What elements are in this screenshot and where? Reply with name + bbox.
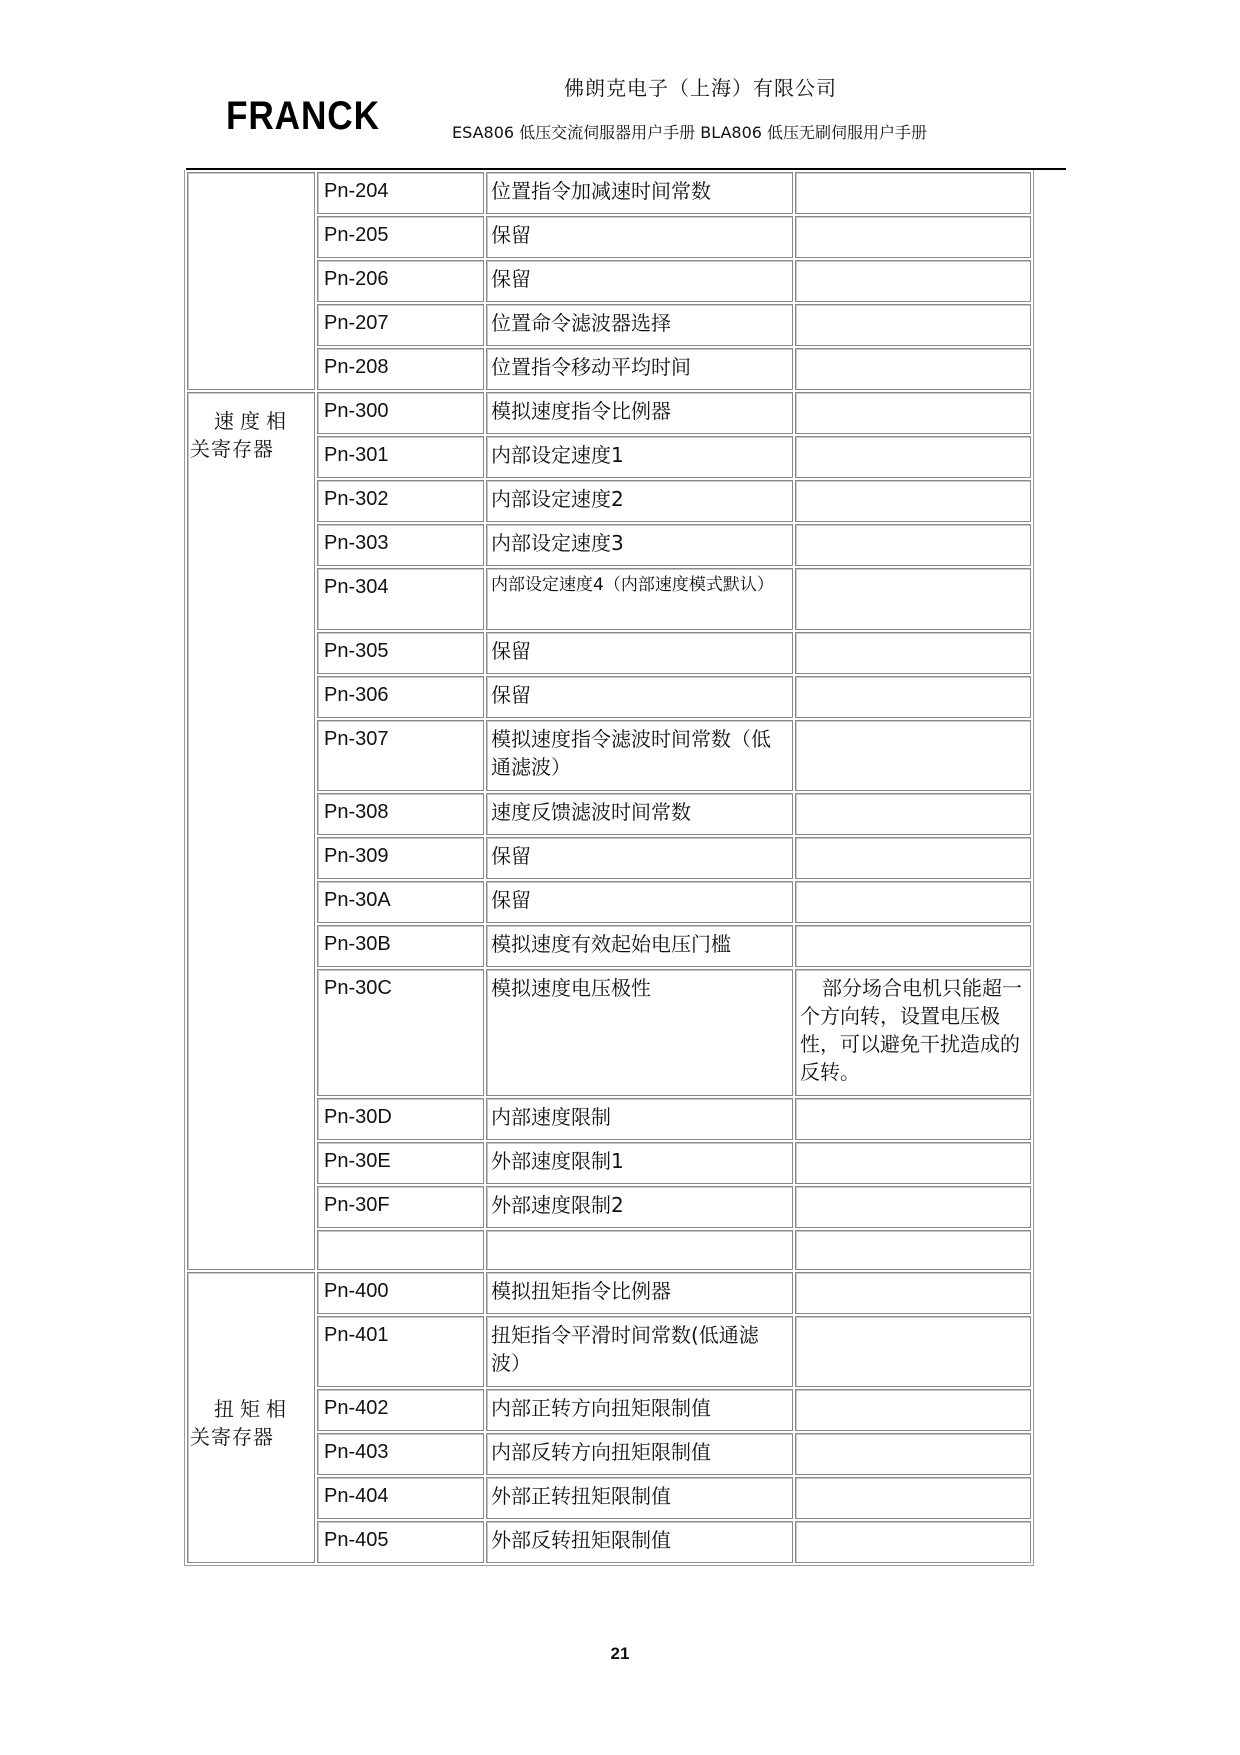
param-desc: 模拟速度指令比例器 (486, 392, 793, 434)
param-code: Pn-30E (317, 1142, 484, 1184)
param-desc: 保留 (486, 216, 793, 258)
company-name: 佛朗克电子（上海）有限公司 (564, 76, 837, 100)
param-code: Pn-304 (317, 568, 484, 630)
table-row (187, 172, 1031, 214)
param-code: Pn-303 (317, 524, 484, 566)
param-desc: 模拟速度电压极性 (486, 969, 793, 1096)
param-note (795, 632, 1031, 674)
manual-subtitle: ESA806 低压交流伺服器用户手册 BLA806 低压无刷伺服用户手册 (452, 123, 928, 142)
param-desc: 位置指令移动平均时间 (486, 348, 793, 390)
param-code (317, 1230, 484, 1270)
param-code: Pn-204 (317, 172, 484, 214)
param-note (795, 436, 1031, 478)
param-note (795, 925, 1031, 967)
param-desc: 内部速度限制 (486, 1098, 793, 1140)
param-desc (486, 1230, 793, 1270)
param-note (795, 1477, 1031, 1519)
group-label-line1: 扭矩相 (214, 1396, 292, 1421)
param-desc: 扭矩指令平滑时间常数(低通滤波） (486, 1316, 793, 1387)
param-desc: 模拟速度指令滤波时间常数（低通滤波） (486, 720, 793, 791)
param-code: Pn-405 (317, 1521, 484, 1563)
param-note (795, 1272, 1031, 1314)
param-code: Pn-208 (317, 348, 484, 390)
param-desc: 外部速度限制2 (486, 1186, 793, 1228)
franck-logo: FRANCK (226, 94, 380, 138)
param-desc: 内部反转方向扭矩限制值 (486, 1433, 793, 1475)
param-note (795, 480, 1031, 522)
param-code: Pn-205 (317, 216, 484, 258)
param-note (795, 1186, 1031, 1228)
param-note (795, 1389, 1031, 1431)
param-code: Pn-207 (317, 304, 484, 346)
param-code: Pn-403 (317, 1433, 484, 1475)
param-desc: 内部设定速度3 (486, 524, 793, 566)
param-code: Pn-30C (317, 969, 484, 1096)
param-desc: 模拟扭矩指令比例器 (486, 1272, 793, 1314)
group-cell-torque (187, 1272, 315, 1563)
param-note (795, 1521, 1031, 1563)
param-note (795, 1433, 1031, 1475)
param-note (795, 348, 1031, 390)
param-note (795, 304, 1031, 346)
param-note (795, 1316, 1031, 1387)
param-desc: 内部设定速度2 (486, 480, 793, 522)
param-code: Pn-300 (317, 392, 484, 434)
param-note (795, 720, 1031, 791)
param-code: Pn-206 (317, 260, 484, 302)
param-code: Pn-309 (317, 837, 484, 879)
parameter-table (184, 170, 1034, 1566)
table-row (187, 1272, 1031, 1314)
param-desc: 外部正转扭矩限制值 (486, 1477, 793, 1519)
param-code: Pn-307 (317, 720, 484, 791)
table-row (187, 392, 1031, 434)
param-code: Pn-30F (317, 1186, 484, 1228)
param-desc: 外部速度限制1 (486, 1142, 793, 1184)
param-note (795, 676, 1031, 718)
param-code: Pn-306 (317, 676, 484, 718)
param-desc: 内部设定速度4（内部速度模式默认） (486, 568, 793, 630)
param-note (795, 568, 1031, 630)
param-code: Pn-404 (317, 1477, 484, 1519)
param-desc: 位置指令加减速时间常数 (486, 172, 793, 214)
param-desc: 保留 (486, 632, 793, 674)
param-code: Pn-301 (317, 436, 484, 478)
param-desc: 内部正转方向扭矩限制值 (486, 1389, 793, 1431)
param-code: Pn-308 (317, 793, 484, 835)
param-note (795, 216, 1031, 258)
group-cell-speed (187, 392, 315, 1270)
param-note (795, 392, 1031, 434)
param-code: Pn-30B (317, 925, 484, 967)
group-label-line2: 关寄存器 (190, 437, 274, 461)
param-code: Pn-30D (317, 1098, 484, 1140)
param-note (795, 524, 1031, 566)
param-code: Pn-402 (317, 1389, 484, 1431)
param-desc: 位置命令滤波器选择 (486, 304, 793, 346)
page-number: 21 (610, 1644, 630, 1663)
param-desc: 保留 (486, 260, 793, 302)
param-desc: 内部设定速度1 (486, 436, 793, 478)
group-label-line1: 速度相 (214, 409, 292, 433)
param-note (795, 793, 1031, 835)
param-note (795, 837, 1031, 879)
param-code: Pn-401 (317, 1316, 484, 1387)
param-desc: 保留 (486, 676, 793, 718)
param-note (795, 260, 1031, 302)
param-desc: 速度反馈滤波时间常数 (486, 793, 793, 835)
param-code: Pn-305 (317, 632, 484, 674)
param-note (795, 1142, 1031, 1184)
param-code: Pn-302 (317, 480, 484, 522)
param-note: 部分场合电机只能超一个方向转，设置电压极性，可以避免干扰造成的反转。 (795, 969, 1031, 1096)
param-code: Pn-400 (317, 1272, 484, 1314)
param-desc: 模拟速度有效起始电压门槛 (486, 925, 793, 967)
param-desc: 保留 (486, 837, 793, 879)
param-desc: 外部反转扭矩限制值 (486, 1521, 793, 1563)
param-code: Pn-30A (317, 881, 484, 923)
param-desc: 保留 (486, 881, 793, 923)
group-label-line2: 关寄存器 (190, 1424, 274, 1449)
param-note (795, 172, 1031, 214)
param-note (795, 1098, 1031, 1140)
param-note (795, 1230, 1031, 1270)
group-cell-position (187, 172, 315, 390)
param-note (795, 881, 1031, 923)
